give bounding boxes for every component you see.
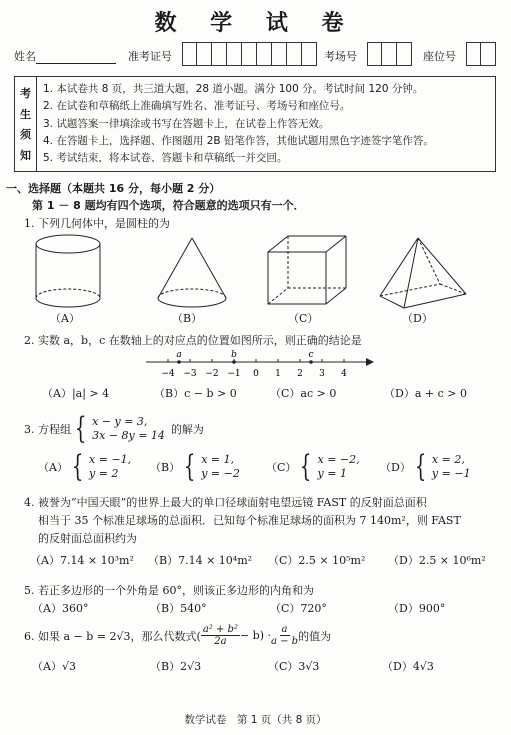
q4-stem-line2: 相当于 35 个标准足球场的总面积．已知每个标准足球场的面积为 7 140m²，则 FAST bbox=[38, 514, 461, 527]
notes-side-label: 考 生 须 知 bbox=[15, 77, 37, 171]
q6-option-d: （D）4√3 bbox=[382, 660, 434, 673]
q6-stem: 6. 如果 a − b = 2√3，那么代数式( $\frac{\text{a² + b²}}{2a}$ − b) · $\frac{a}{a - b}$ 的值为 bbox=[24, 624, 332, 647]
q6-option-c: （C）3√3 bbox=[268, 660, 320, 673]
page-title: 数 学 试 卷 bbox=[154, 11, 357, 36]
q1-option-c: （C） bbox=[288, 312, 319, 325]
number-line-tick-label: −4 bbox=[161, 369, 175, 379]
q2-option-b: （B）c − b > 0 bbox=[154, 387, 237, 400]
number-line-tick-label: 1 bbox=[275, 369, 281, 379]
number-line-tick-label: −1 bbox=[227, 369, 241, 379]
pyramid-figure bbox=[380, 238, 466, 308]
number-line-point-a bbox=[177, 360, 181, 364]
q2-option-c: （C）ac > 0 bbox=[270, 387, 337, 400]
number-line-tick-label: 2 bbox=[297, 369, 303, 379]
q2-option-d: （D）a + c > 0 bbox=[384, 387, 467, 400]
q5-option-d: （D）900° bbox=[388, 602, 446, 615]
name-field bbox=[14, 48, 116, 64]
name-label: 姓名 bbox=[14, 50, 36, 63]
number-line-tick-label: 0 bbox=[253, 369, 259, 379]
number-line-figure bbox=[140, 348, 380, 380]
q1-option-a: （A） bbox=[50, 312, 80, 325]
q1-stem: 1. 下列几何体中，是圆柱的为 bbox=[24, 217, 170, 230]
seat-label: 座位号 bbox=[423, 50, 456, 63]
number-line-tick-label: 4 bbox=[341, 369, 347, 379]
section-heading: 一、选择题（本题共 16 分，每小题 2 分） bbox=[6, 182, 221, 195]
note-item: 4. 在答题卡上，选择题、作图题用 2B 铅笔作答，其他试题用黑色字迹签字笔作答。 bbox=[43, 134, 434, 147]
q6-option-a: （A）√3 bbox=[32, 660, 76, 673]
q4-option-b: （B）7.14 × 10⁴m² bbox=[148, 554, 253, 567]
q5-option-a: （A）360° bbox=[32, 602, 89, 615]
cylinder-figure bbox=[36, 235, 100, 307]
q1-option-d: （D） bbox=[402, 312, 433, 325]
q3-stem: 3. 方程组 { x − y = 3, 3x − 8y = 14 的解为 bbox=[24, 411, 204, 446]
q3-option-d: （D） { x = 2, y = −1 bbox=[380, 449, 471, 484]
q3-option-c: （C） { x = −2, y = 1 bbox=[266, 449, 360, 484]
q3-option-a: （A） { x = −1, y = 2 bbox=[38, 449, 132, 484]
page-footer: 数学试卷 第 1 页（共 8 页） bbox=[184, 714, 327, 726]
q4-stem-line1: 4. 被誉为“中国天眼”的世界上最大的单口径球面射电望远镜 FAST 的反射面总面积 bbox=[24, 496, 427, 509]
section-instruction: 第 1 － 8 题均有四个选项，符合题意的选项只有一个． bbox=[32, 199, 305, 212]
q4-option-a: （A）7.14 × 10³m² bbox=[30, 554, 134, 567]
cone-figure bbox=[158, 238, 226, 307]
number-line-tick-label: 3 bbox=[319, 369, 325, 379]
q2-stem: 2. 实数 a，b，c 在数轴上的对应点的位置如图所示，则正确的结论是 bbox=[24, 334, 362, 347]
q3-option-b: （B） { x = 1, y = −2 bbox=[150, 449, 240, 484]
q3-system: { x − y = 3, 3x − 8y = 14 bbox=[74, 411, 165, 446]
q5-option-b: （B）540° bbox=[150, 602, 207, 615]
q5-stem: 5. 若正多边形的一个外角是 60°，则该正多边形的内角和为 bbox=[24, 584, 314, 597]
cube-figure bbox=[268, 236, 346, 304]
note-item: 2. 在试卷和草稿纸上准确填写姓名、准考证号、考场号和座位号。 bbox=[43, 100, 351, 113]
number-line-point-label: b bbox=[231, 350, 237, 360]
q6-fraction-2: $\frac{a}{a - b}$ bbox=[270, 624, 299, 647]
note-item: 3. 试题答案一律填涂或书写在答题卡上，在试卷上作答无效。 bbox=[43, 117, 330, 130]
q6-option-b: （B）2√3 bbox=[150, 660, 202, 673]
q4-option-c: （C）2.5 × 10⁵m² bbox=[268, 554, 366, 567]
note-item: 5. 考试结束，将本试卷、答题卡和草稿纸一并交回。 bbox=[43, 152, 288, 164]
q4-stem-line3: 的反射面总面积约为 bbox=[38, 532, 137, 545]
seat-number-boxes bbox=[466, 42, 496, 66]
q5-option-c: （C）720° bbox=[270, 602, 327, 615]
number-line-tick-label: −3 bbox=[183, 369, 197, 379]
number-line-point-c bbox=[309, 360, 313, 364]
candidate-notes-box bbox=[14, 76, 496, 172]
number-line-point-b bbox=[232, 360, 236, 364]
number-line-tick-label: −2 bbox=[205, 369, 219, 379]
note-item: 1. 本试卷共 8 页，共三道大题，28 道小题。满分 100 分。考试时间 120 分钟。 bbox=[43, 83, 424, 95]
number-line-point-label: c bbox=[308, 350, 314, 360]
name-blank bbox=[36, 52, 116, 64]
ticket-label: 准考证号 bbox=[128, 50, 172, 63]
q4-option-d: （D）2.5 × 10⁶m² bbox=[388, 554, 486, 567]
room-number-boxes bbox=[367, 42, 412, 66]
room-label: 考场号 bbox=[324, 50, 357, 63]
q2-option-a: （A）|a| > 4 bbox=[42, 387, 110, 400]
q1-option-b: （B） bbox=[172, 312, 203, 325]
number-line-point-label: a bbox=[176, 350, 182, 360]
q6-fraction-1: $\frac{\text{a² + b²}}{2a}$ bbox=[202, 624, 238, 647]
ticket-number-boxes bbox=[182, 42, 317, 66]
